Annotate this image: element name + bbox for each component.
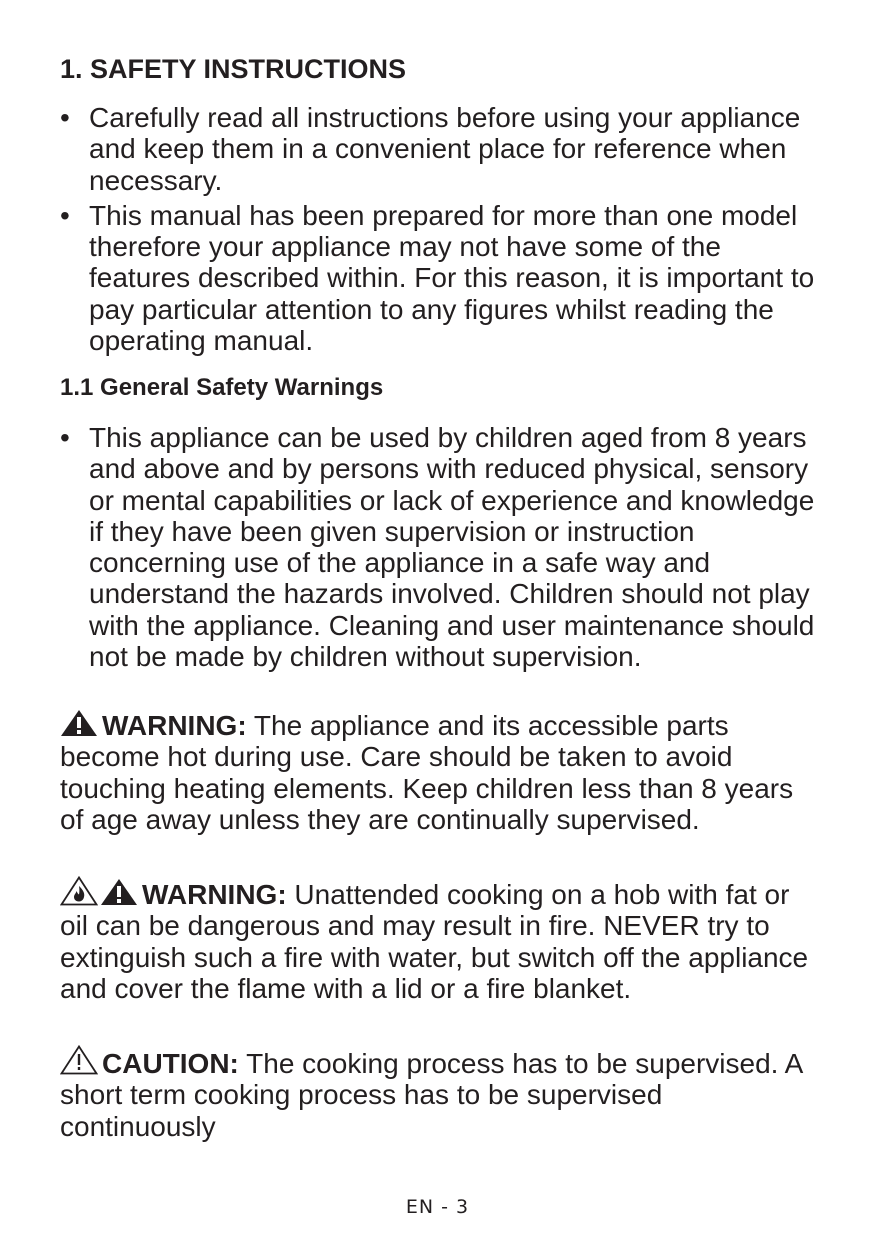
bullet-icon: •: [60, 422, 70, 453]
warning-filled-icon: [100, 878, 138, 906]
caution-outline-icon: [60, 1045, 98, 1075]
warning-paragraph: [60, 709, 820, 835]
warning-keyword: WARNING:: [102, 710, 247, 741]
warning-text: Unattended cooking on a hob with fat or oil can be dangerous and may result in fire. NEVER try to extinguish such a fire with water, but switch off the appliance and cover the flame with a lid or a fire blanket.: [60, 879, 809, 1004]
list-item: [60, 102, 820, 196]
bullet-icon: •: [60, 199, 70, 231]
subsection-title: 1.1 General Safety Warnings: [60, 374, 384, 401]
general-warnings-list: [60, 422, 820, 676]
bullet-icon: •: [60, 102, 70, 133]
fire-hazard-icon: [60, 876, 98, 906]
bullet-text: This manual has been prepared for more than one model therefore your appliance may not have some of the features described within. For this reason, it is important to pay particular attention to any figures whilst reading the operating manual.: [89, 199, 815, 357]
warning-text: The appliance and its accessible parts become hot during use. Care should be taken to avoid touching heating elements. Keep children less than 8 years of age away unless they are continually supervised.: [60, 710, 794, 835]
bullet-text: Carefully read all instructions before using your appliance and keep them in a convenient place for reference when necessary.: [89, 102, 801, 196]
intro-bullet-list: [60, 102, 820, 360]
section-title: 1. SAFETY INSTRUCTIONS: [60, 54, 407, 84]
fire-warning-paragraph: [60, 876, 820, 1004]
warning-filled-icon: [60, 709, 98, 737]
caution-paragraph: [60, 1045, 820, 1142]
caution-text: The cooking process has to be supervised. A short term cooking process has to be supervised continuously: [60, 1048, 802, 1142]
page-number: EN - 3: [405, 1196, 470, 1218]
list-item: [60, 200, 820, 356]
warning-keyword: WARNING:: [142, 879, 287, 910]
caution-keyword: CAUTION:: [102, 1048, 239, 1079]
bullet-text: This appliance can be used by children aged from 8 years and above and by persons with reduced physical, sensory or mental capabilities or lack of experience and knowledge if they have been given supervision or instruction concerning use of the appliance in a safe way and understand the hazards involved. Children should not play with the appliance. Cleaning and user maintenance should not be made by children without supervision.: [89, 422, 815, 673]
list-item: [60, 422, 820, 672]
